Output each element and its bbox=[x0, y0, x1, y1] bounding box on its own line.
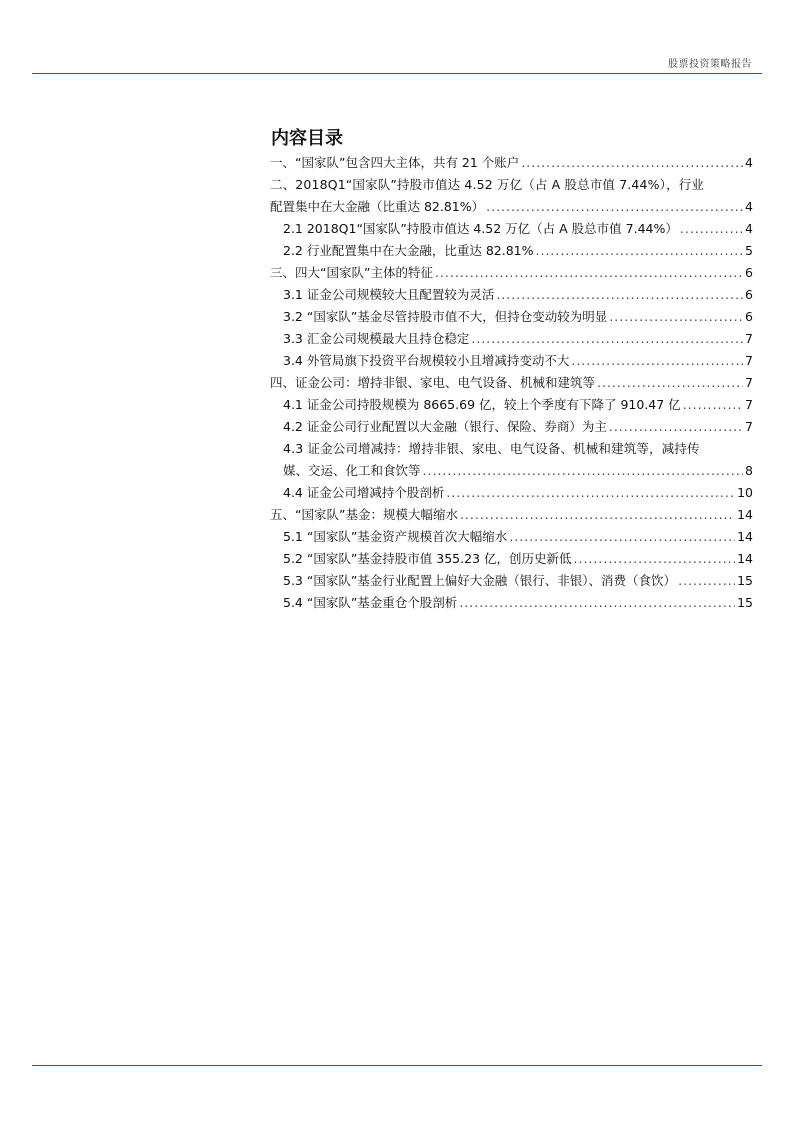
toc-entry-text-line2: 媒、交运、化工和食饮等 bbox=[283, 463, 421, 478]
toc-page-number: 8 bbox=[745, 463, 753, 478]
toc-entry-5-1[interactable] bbox=[270, 526, 753, 548]
toc-page-number: 14 bbox=[737, 507, 753, 522]
toc-entry-5-4[interactable] bbox=[270, 592, 753, 614]
toc-leader-dots bbox=[509, 526, 735, 548]
toc-entry-text: 一、“国家队”包含四大主体，共有 21 个账户 bbox=[270, 155, 520, 170]
toc-page-number: 6 bbox=[745, 309, 753, 324]
toc-page-number: 7 bbox=[745, 375, 753, 390]
toc-entry-text: 5.2 “国家队”基金持股市值 355.23 亿，创历史新低 bbox=[283, 551, 572, 566]
toc-entry-text: 三、四大“国家队”主体的特征 bbox=[270, 265, 433, 280]
toc-entry-text: 4.4 证金公司增减持个股剖析 bbox=[283, 485, 445, 500]
toc-entry-5-3[interactable] bbox=[270, 570, 753, 592]
toc-entry-text: 5.4 “国家队”基金重仓个股剖析 bbox=[283, 595, 458, 610]
toc-entry-4-2[interactable] bbox=[270, 416, 753, 438]
toc-page-number: 7 bbox=[745, 397, 753, 412]
toc-entry-4-3[interactable] bbox=[270, 438, 753, 482]
toc-leader-dots bbox=[435, 262, 743, 284]
toc-title: 内容目录 bbox=[271, 128, 343, 149]
toc-page-number: 7 bbox=[745, 353, 753, 368]
toc-entry-4-1[interactable] bbox=[270, 394, 753, 416]
footer-divider bbox=[32, 1065, 762, 1066]
toc-page-number: 7 bbox=[745, 419, 753, 434]
toc-leader-dots bbox=[536, 240, 744, 262]
toc-entry-text: 2.1 2018Q1“国家队”持股市值达 4.52 万亿（占 A 股总市值 7.44%） bbox=[283, 221, 678, 236]
toc-entry-1[interactable] bbox=[270, 152, 753, 174]
toc-page-number: 4 bbox=[745, 221, 753, 236]
toc-entry-5[interactable] bbox=[270, 504, 753, 526]
toc-entry-text: 5.1 “国家队”基金资产规模首次大幅缩水 bbox=[283, 529, 508, 544]
toc-page-number: 4 bbox=[745, 199, 753, 214]
toc-entry-text-line1: 4.3 证金公司增减持：增持非银、家电、电气设备、机械和建筑等，减持传 bbox=[283, 441, 700, 456]
toc-entry-2-1[interactable] bbox=[270, 218, 753, 240]
toc-page-number: 5 bbox=[745, 243, 753, 258]
toc-leader-dots bbox=[609, 416, 743, 438]
toc-leader-dots bbox=[597, 372, 743, 394]
toc-page-number: 15 bbox=[737, 573, 753, 588]
toc-leader-dots bbox=[571, 350, 743, 372]
toc-entry-3-2[interactable] bbox=[270, 306, 753, 328]
toc-entry-text: 5.3 “国家队”基金行业配置上偏好大金融（银行、非银）、消费（食饮） bbox=[283, 573, 677, 588]
toc-entry-text: 3.1 证金公司规模较大且配置较为灵活 bbox=[283, 287, 495, 302]
toc-entry-5-2[interactable] bbox=[270, 548, 753, 570]
toc-entry-3[interactable] bbox=[270, 262, 753, 284]
toc-leader-dots bbox=[460, 504, 735, 526]
toc-entry-text: 4.2 证金公司行业配置以大金融（银行、保险、券商）为主 bbox=[283, 419, 607, 434]
toc-entry-4[interactable] bbox=[270, 372, 753, 394]
toc-page-number: 6 bbox=[745, 287, 753, 302]
toc-entry-3-3[interactable] bbox=[270, 328, 753, 350]
toc-page-number: 7 bbox=[745, 331, 753, 346]
toc-leader-dots bbox=[446, 482, 735, 504]
toc-leader-dots bbox=[683, 394, 743, 416]
toc-leader-dots bbox=[678, 570, 735, 592]
toc-page-number: 14 bbox=[737, 551, 753, 566]
toc-entry-text: 3.2 “国家队”基金尽管持股市值不大，但持仓变动较为明显 bbox=[283, 309, 608, 324]
toc-entry-2-2[interactable] bbox=[270, 240, 753, 262]
report-type-label: 股票投资策略报告 bbox=[668, 59, 752, 70]
toc-entry-4-4[interactable] bbox=[270, 482, 753, 504]
toc-page-number: 14 bbox=[737, 529, 753, 544]
toc-leader-dots bbox=[471, 328, 743, 350]
toc-page-number: 6 bbox=[745, 265, 753, 280]
toc-leader-dots bbox=[574, 548, 736, 570]
toc-leader-dots bbox=[609, 306, 743, 328]
toc-entry-text-line2: 配置集中在大金融（比重达 82.81%） bbox=[270, 199, 485, 214]
toc-leader-dots bbox=[486, 196, 743, 218]
toc-leader-dots bbox=[521, 152, 743, 174]
toc-entry-text-line1: 二、2018Q1“国家队”持股市值达 4.52 万亿（占 A 股总市值 7.44%），行业 bbox=[270, 177, 705, 192]
toc-leader-dots bbox=[680, 218, 743, 240]
toc-entry-text: 2.2 行业配置集中在大金融，比重达 82.81% bbox=[283, 243, 534, 258]
toc-entry-text: 四、证金公司：增持非银、家电、电气设备、机械和建筑等 bbox=[270, 375, 596, 390]
toc-page-number: 15 bbox=[737, 595, 753, 610]
toc-page-number: 4 bbox=[745, 155, 753, 170]
toc-entry-text: 3.3 汇金公司规模最大且持仓稳定 bbox=[283, 331, 470, 346]
toc-page-number: 10 bbox=[737, 485, 753, 500]
toc-entry-2[interactable] bbox=[270, 174, 753, 218]
toc-entry-text: 3.4 外管局旗下投资平台规模较小且增减持变动不大 bbox=[283, 353, 570, 368]
toc-entry-text: 五、“国家队”基金：规模大幅缩水 bbox=[270, 507, 458, 522]
toc-leader-dots bbox=[459, 592, 735, 614]
toc-leader-dots bbox=[423, 460, 744, 482]
toc-entry-text: 4.1 证金公司持股规模为 8665.69 亿，较上个季度有下降了 910.47 亿 bbox=[283, 397, 681, 412]
toc-entry-3-4[interactable] bbox=[270, 350, 753, 372]
toc-leader-dots bbox=[496, 284, 743, 306]
table-of-contents bbox=[270, 152, 753, 614]
header-divider bbox=[32, 73, 762, 74]
toc-entry-3-1[interactable] bbox=[270, 284, 753, 306]
